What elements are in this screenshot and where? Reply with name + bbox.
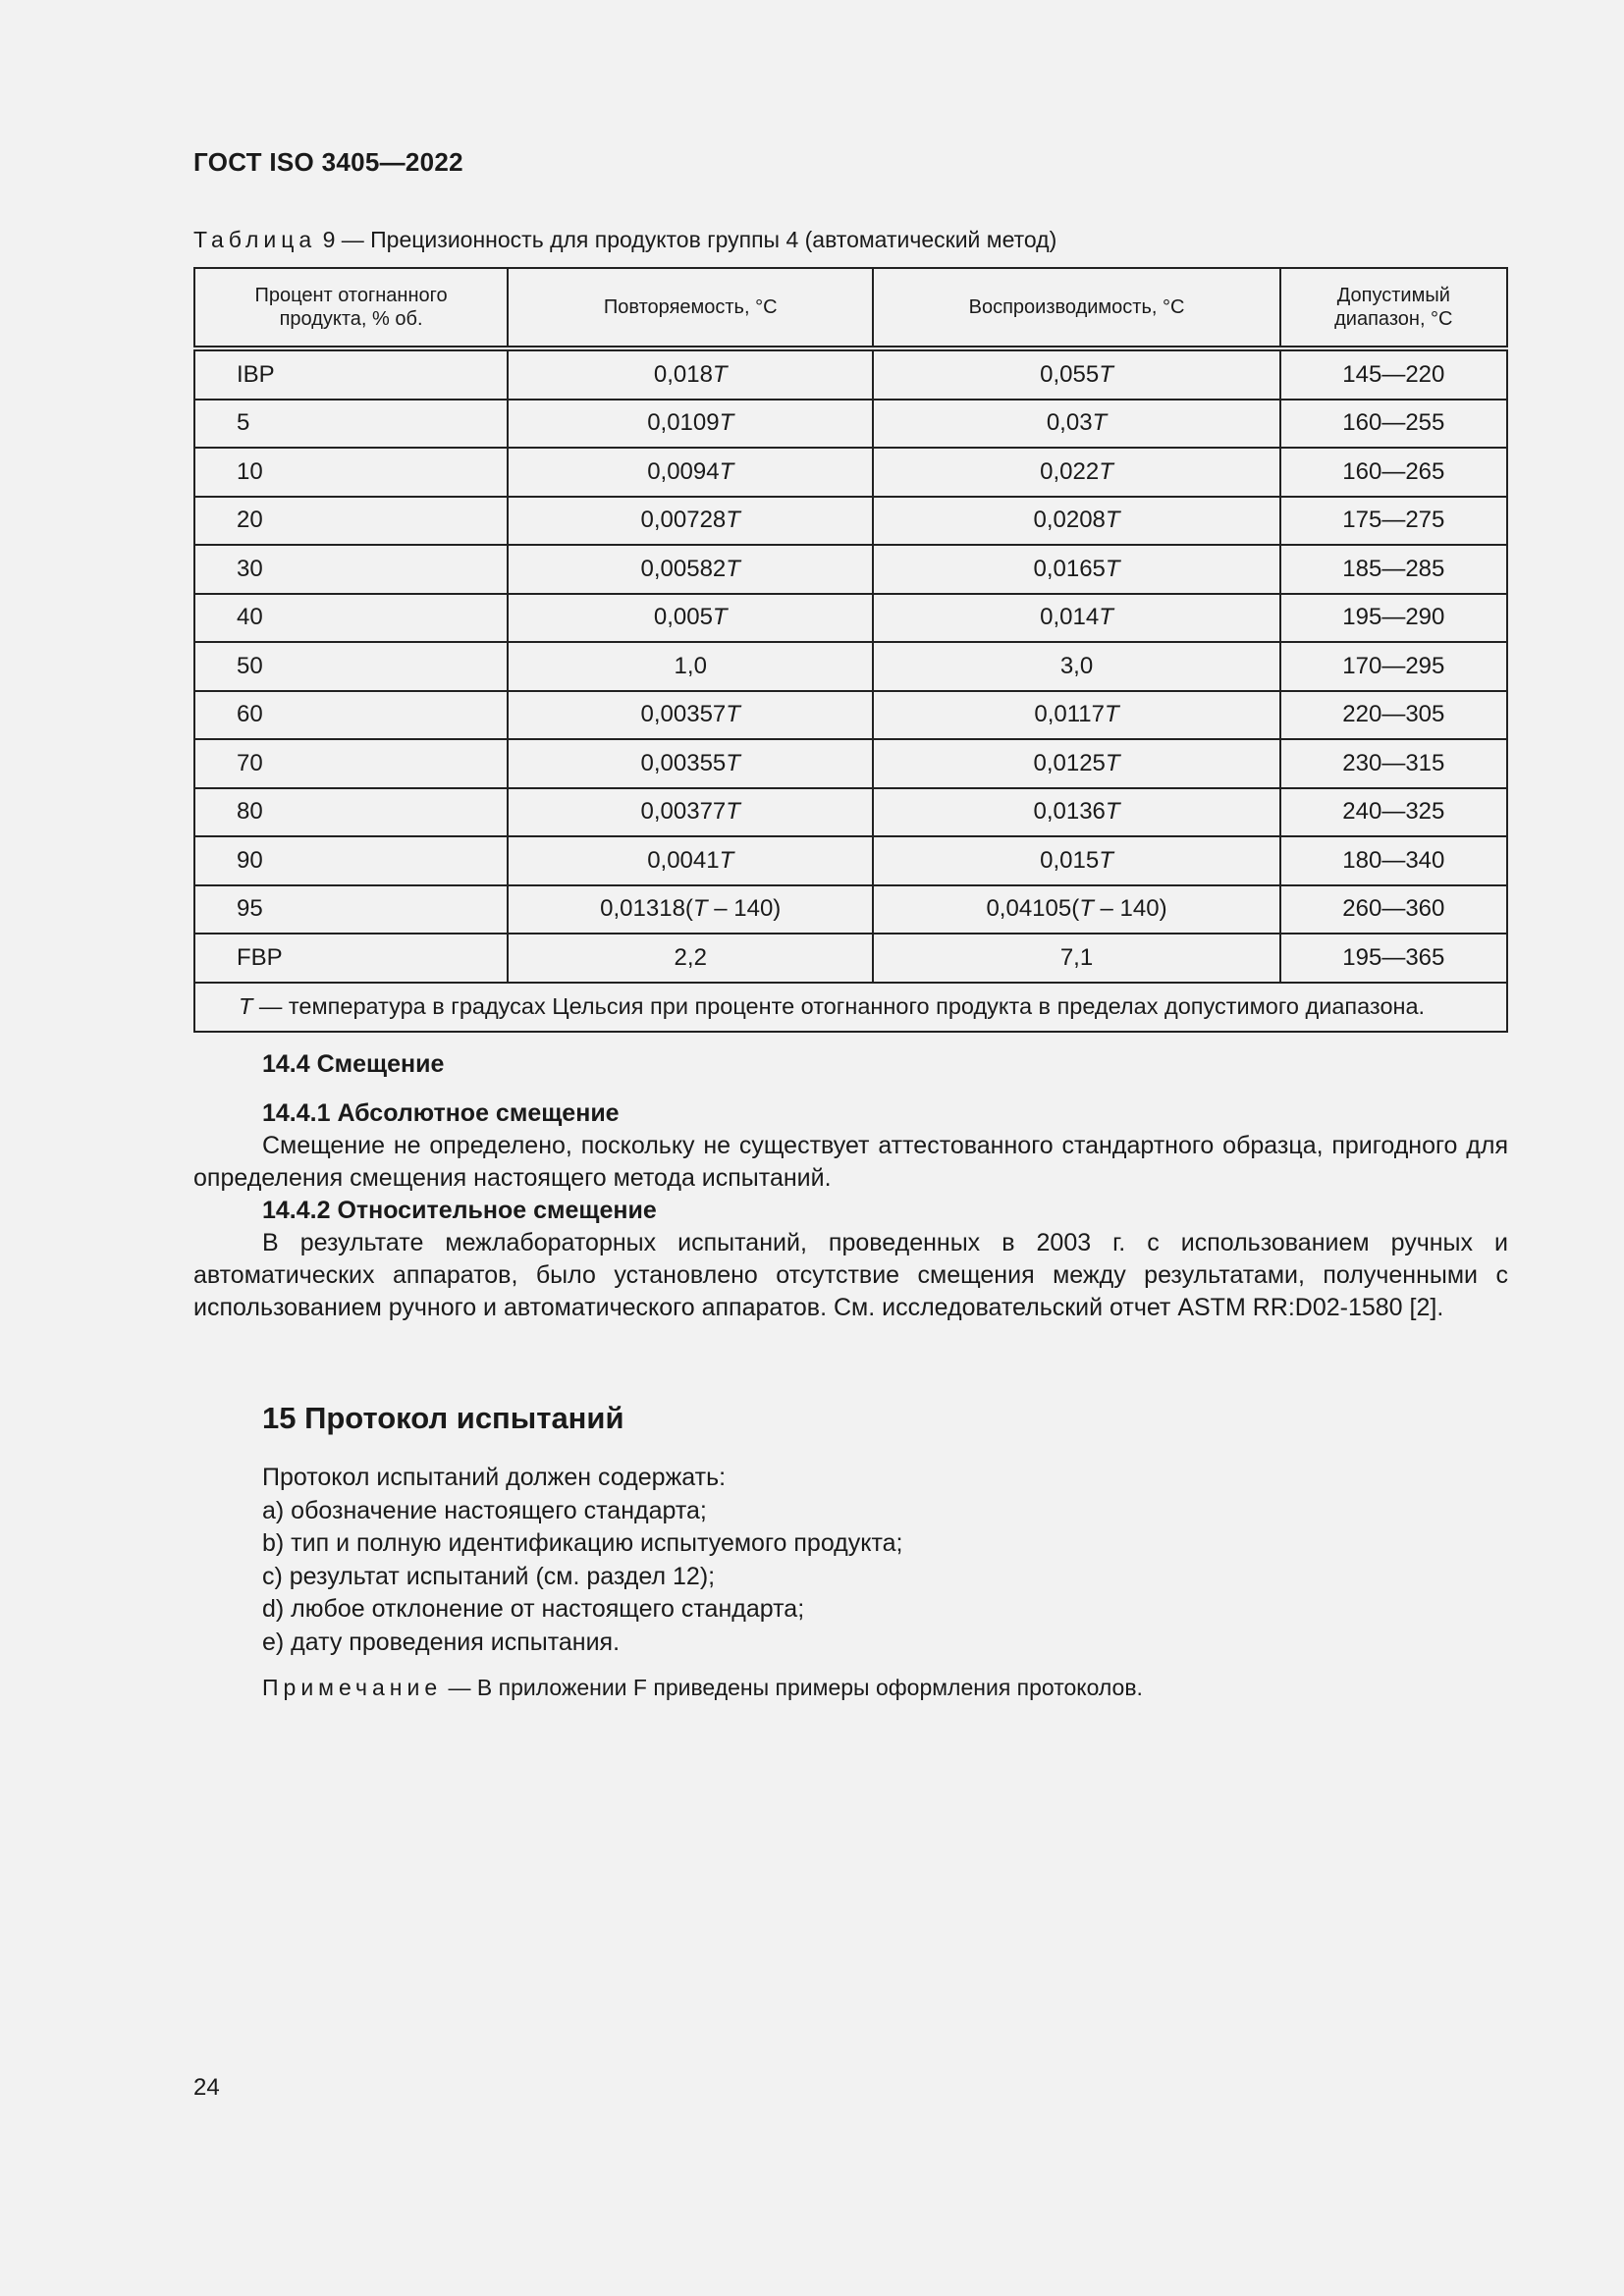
- table-row: [194, 545, 1507, 594]
- table-row: [194, 788, 1507, 837]
- cell-range: 160—255: [1280, 400, 1507, 449]
- section-14-4-1-body: Смещение не определено, поскольку не существует аттестованного стандартного образца, пригодного для определения смещения настоящего метода испытаний.: [193, 1132, 1508, 1192]
- section-14-4: [193, 1048, 1508, 1324]
- cell-percent: 60: [194, 691, 508, 740]
- table-row: [194, 348, 1507, 400]
- cell-range: 195—365: [1280, 934, 1507, 983]
- precision-table: [193, 267, 1508, 1033]
- cell-percent: 50: [194, 642, 508, 691]
- table-footnote-row: [194, 983, 1507, 1032]
- cell-percent: 5: [194, 400, 508, 449]
- cell-range: 180—340: [1280, 836, 1507, 885]
- table-row: [194, 448, 1507, 497]
- note-text: — В приложении F приведены примеры оформления протоколов.: [442, 1675, 1143, 1700]
- list-item: b) тип и полную идентификацию испытуемого продукта;: [262, 1529, 903, 1557]
- cell-repeatability: 0,018T: [508, 348, 873, 400]
- cell-repeatability: 0,0094T: [508, 448, 873, 497]
- report-list: [262, 1462, 903, 1659]
- table-body: [194, 348, 1507, 1032]
- cell-percent: 95: [194, 885, 508, 934]
- section-15-title: 15 Протокол испытаний: [262, 1401, 624, 1435]
- table-row: [194, 934, 1507, 983]
- cell-reproducibility: 0,0125T: [873, 739, 1279, 788]
- cell-range: 175—275: [1280, 497, 1507, 546]
- table-row: [194, 594, 1507, 643]
- cell-repeatability: 0,005T: [508, 594, 873, 643]
- cell-repeatability: 0,0109T: [508, 400, 873, 449]
- cell-repeatability: 0,00728T: [508, 497, 873, 546]
- cell-percent: FBP: [194, 934, 508, 983]
- section-14-4-title: 14.4 Смещение: [262, 1050, 445, 1078]
- table-row: [194, 497, 1507, 546]
- cell-percent: 80: [194, 788, 508, 837]
- cell-range: 145—220: [1280, 348, 1507, 400]
- table-row: [194, 739, 1507, 788]
- cell-reproducibility: 0,0117T: [873, 691, 1279, 740]
- table-caption-text: 9 — Прецизионность для продуктов группы 4 (автоматический метод): [316, 227, 1057, 252]
- column-header-percent: Процент отогнанного продукта, % об.: [194, 268, 508, 348]
- cell-reproducibility: 7,1: [873, 934, 1279, 983]
- table-row: [194, 836, 1507, 885]
- cell-percent: IBP: [194, 348, 508, 400]
- cell-reproducibility: 0,04105(T – 140): [873, 885, 1279, 934]
- table-header-row: [194, 268, 1507, 348]
- page-number: 24: [193, 2074, 220, 2101]
- cell-range: 170—295: [1280, 642, 1507, 691]
- cell-repeatability: 0,00377T: [508, 788, 873, 837]
- cell-reproducibility: 3,0: [873, 642, 1279, 691]
- document-code: ГОСТ ISO 3405—2022: [193, 147, 463, 177]
- table-caption: [193, 227, 1056, 253]
- cell-percent: 30: [194, 545, 508, 594]
- cell-reproducibility: 0,014T: [873, 594, 1279, 643]
- list-item: a) обозначение настоящего стандарта;: [262, 1496, 707, 1524]
- section-14-4-2-title: 14.4.2 Относительное смещение: [262, 1197, 657, 1224]
- cell-percent: 90: [194, 836, 508, 885]
- cell-reproducibility: 0,055T: [873, 348, 1279, 400]
- cell-reproducibility: 0,03T: [873, 400, 1279, 449]
- section-14-4-1-title: 14.4.1 Абсолютное смещение: [262, 1099, 620, 1127]
- table-footnote: T — температура в градусах Цельсия при проценте отогнанного продукта в пределах допустимого диапазона.: [194, 983, 1507, 1032]
- list-item: d) любое отклонение от настоящего стандарта;: [262, 1595, 805, 1623]
- cell-reproducibility: 0,015T: [873, 836, 1279, 885]
- note: [262, 1675, 1143, 1701]
- cell-repeatability: 0,00357T: [508, 691, 873, 740]
- list-item: c) результат испытаний (см. раздел 12);: [262, 1562, 716, 1590]
- cell-reproducibility: 0,022T: [873, 448, 1279, 497]
- column-header-reproducibility: Воспроизводимость, °C: [873, 268, 1279, 348]
- table-caption-prefix: Таблица: [193, 227, 317, 252]
- cell-range: 160—265: [1280, 448, 1507, 497]
- column-header-range: Допустимый диапазон, °C: [1280, 268, 1507, 348]
- cell-range: 260—360: [1280, 885, 1507, 934]
- cell-percent: 20: [194, 497, 508, 546]
- note-prefix: Примечание: [262, 1675, 443, 1700]
- cell-range: 240—325: [1280, 788, 1507, 837]
- cell-reproducibility: 0,0165T: [873, 545, 1279, 594]
- section-14-4-2-body: В результате межлабораторных испытаний, проведенных в 2003 г. с использованием ручных и автоматических аппаратов, было установлено отсутствие смещения между результатами, полученными с использованием ручного и автоматического аппаратов. См. исследовательский отчет ASTM RR:D02-1580 [2].: [193, 1229, 1508, 1321]
- cell-repeatability: 0,00355T: [508, 739, 873, 788]
- cell-repeatability: 0,01318(T – 140): [508, 885, 873, 934]
- list-item: e) дату проведения испытания.: [262, 1628, 621, 1656]
- cell-repeatability: 2,2: [508, 934, 873, 983]
- table-row: [194, 642, 1507, 691]
- cell-range: 185—285: [1280, 545, 1507, 594]
- cell-reproducibility: 0,0136T: [873, 788, 1279, 837]
- cell-range: 220—305: [1280, 691, 1507, 740]
- cell-percent: 40: [194, 594, 508, 643]
- cell-percent: 70: [194, 739, 508, 788]
- cell-repeatability: 1,0: [508, 642, 873, 691]
- column-header-repeatability: Повторяемость, °C: [508, 268, 873, 348]
- report-intro: Протокол испытаний должен содержать:: [262, 1464, 727, 1491]
- table-row: [194, 400, 1507, 449]
- cell-repeatability: 0,00582T: [508, 545, 873, 594]
- cell-range: 230—315: [1280, 739, 1507, 788]
- cell-repeatability: 0,0041T: [508, 836, 873, 885]
- table-row: [194, 885, 1507, 934]
- table-row: [194, 691, 1507, 740]
- cell-range: 195—290: [1280, 594, 1507, 643]
- cell-reproducibility: 0,0208T: [873, 497, 1279, 546]
- cell-percent: 10: [194, 448, 508, 497]
